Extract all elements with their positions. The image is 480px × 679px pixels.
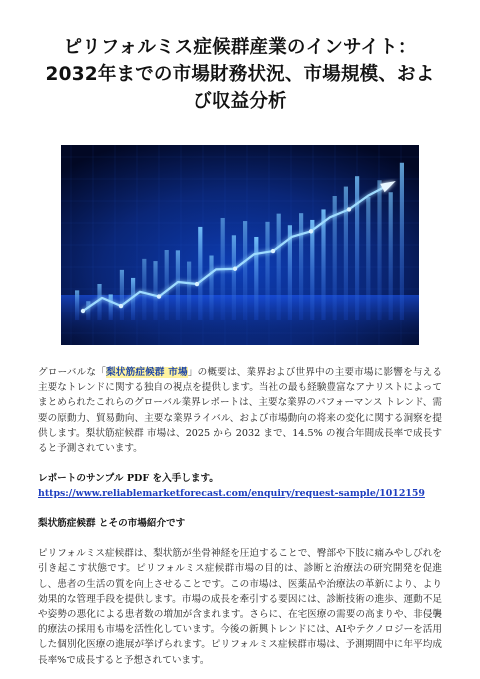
hero-bar bbox=[389, 192, 393, 320]
hero-bar bbox=[400, 163, 404, 320]
hero-bar bbox=[198, 227, 202, 320]
document-title: ピリフォルミス症候群産業のインサイト：2032年までの市場財務状況、市場規模、および収益分析 bbox=[45, 37, 435, 112]
hero-bar bbox=[366, 197, 370, 320]
hero-bar bbox=[243, 221, 247, 320]
hero-dot bbox=[309, 229, 313, 233]
market-highlight-link[interactable]: 梨状筋症候群 市場 bbox=[106, 367, 188, 378]
hero-dot bbox=[119, 304, 123, 308]
sample-pdf-heading: レポートのサンプル PDF を入手します。 bbox=[38, 473, 219, 485]
hero-bar bbox=[321, 209, 325, 320]
hero-bar bbox=[232, 235, 236, 320]
hero-bar bbox=[344, 187, 348, 320]
hero-bar bbox=[299, 213, 303, 320]
intro-suffix: 」の概要は、業界および世界中の主要市場に影響を与える主要なトレンドに関する独自の視点を提供します。当社の最も経験豊富なアナリストによってまとめられたこれらのグローバル業界レポートは、主要な業界のパフォーマンス トレンド、需要の原動力、貿易動向、主要な業界ライバル、および市場動向の将来の変化に関する洞察を提供します。梨状筋症候群 市場は、2025 から 2032 まで、14.5% の複合年間成長率で成長すると予測されています。 bbox=[38, 367, 443, 455]
hero-dot bbox=[347, 207, 351, 211]
hero-bar bbox=[310, 220, 314, 320]
hero-bar bbox=[254, 237, 258, 320]
hero-dot bbox=[233, 267, 237, 271]
section-heading: 梨状筋症候群 とその市場紹介です bbox=[38, 518, 186, 530]
hero-bar bbox=[355, 176, 359, 320]
hero-bar bbox=[120, 270, 124, 320]
hero-bar bbox=[209, 256, 213, 320]
intro-paragraph bbox=[38, 365, 442, 456]
hero-image bbox=[61, 145, 419, 345]
hero-bar bbox=[176, 250, 180, 320]
hero-bar bbox=[142, 259, 146, 320]
hero-bar bbox=[109, 294, 113, 320]
hero-dot bbox=[157, 294, 161, 298]
sample-request-link[interactable]: https://www.reliablemarketforecast.com/enquiry/request-sample/1012159 bbox=[38, 488, 425, 500]
intro-prefix: グローバルな「 bbox=[38, 367, 107, 378]
hero-bar bbox=[277, 214, 281, 320]
hero-dot bbox=[81, 309, 85, 313]
hero-dot bbox=[195, 282, 199, 286]
hero-bar bbox=[97, 284, 101, 320]
hero-bar bbox=[75, 290, 79, 320]
hero-bar bbox=[377, 180, 381, 320]
hero-dot bbox=[271, 249, 275, 253]
hero-bar bbox=[153, 261, 157, 320]
hero-bar bbox=[187, 262, 191, 320]
body-paragraph: ピリフォルミス症候群は、梨状筋が坐骨神経を圧迫することで、臀部や下肢に痛みやしびれを引き起こす状態です。ピリフォルミス症候群市場の目的は、診断と治療法の研究開発を促進し、患者の生活の質を向上させることです。この市場は、医薬品や治療法の革新により、より効果的な管理手段を提供します。市場の成長を牽引する要因には、診断技術の進歩、運動不足や姿勢の悪化による患者数の増加が含まれます。さらに、在宅医療の需要の高まりや、非侵襲的療法の採用も市場を活性化しています。今後の新興トレンドには、AIやテクノロジーを活用した個別化医療の進展が挙げられます。ピリフォルミス症候群市場は、予測期間中に年平均成長率%で成長すると予想されています。 bbox=[38, 548, 442, 666]
hero-bar bbox=[165, 250, 169, 320]
hero-bar bbox=[86, 301, 90, 320]
hero-bar bbox=[265, 222, 269, 320]
